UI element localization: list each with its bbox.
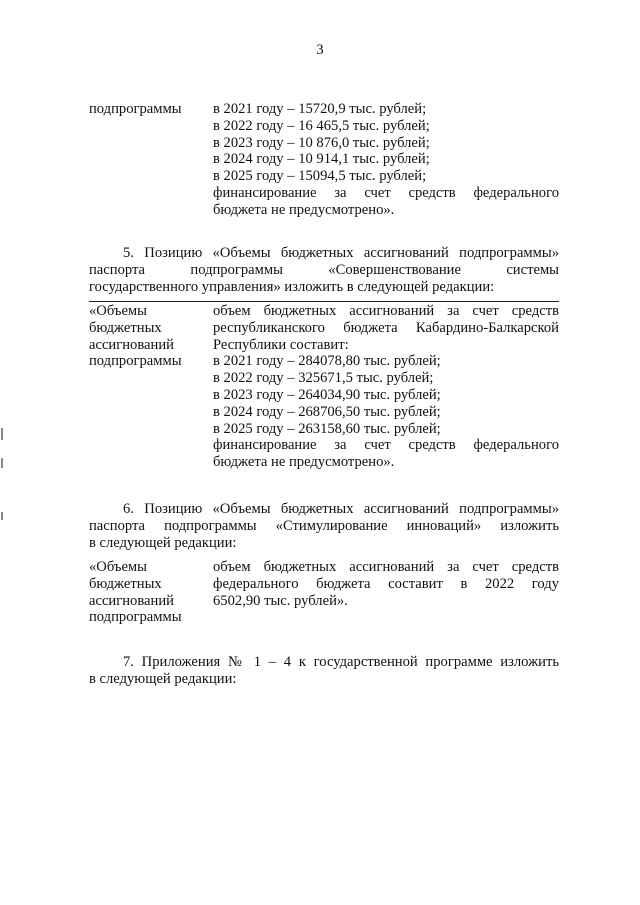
right-cell-line: федерального бюджета составит в 2022 году: [213, 575, 559, 592]
paragraph-7: [89, 654, 559, 688]
right-cell-line: бюджета не предусмотрено».: [213, 454, 395, 471]
left-cell-line: «Объемы: [89, 303, 147, 319]
paragraph-line: 7. Приложения № 1 – 4 к государственной программе изложить: [123, 654, 559, 670]
paragraph-line: паспорта подпрограммы «Стимулирование инноваций» изложить: [89, 517, 559, 534]
left-cell-line: подпрограммы: [89, 353, 182, 370]
table-left-cell: [89, 559, 207, 626]
right-cell-line: финансирование за счет средств федерального: [213, 437, 559, 454]
left-cell-line: бюджетных: [89, 575, 162, 592]
paragraph-line: паспорта подпрограммы «Совершенствование системы: [89, 261, 559, 278]
table-right-cell: [213, 559, 559, 609]
table-right-cell: [213, 303, 559, 471]
left-cell-line: ассигнований: [89, 336, 174, 353]
paragraph-5: [89, 245, 559, 295]
right-cell-line: в 2024 году – 10 914,1 тыс. рублей;: [213, 151, 430, 168]
scan-edge-mark: [1, 458, 3, 468]
right-cell-line: в 2025 году – 15094,5 тыс. рублей;: [213, 168, 427, 185]
scan-edge-mark: [1, 512, 3, 520]
right-cell-line: в 2023 году – 10 876,0 тыс. рублей;: [213, 134, 430, 151]
right-cell-line: 6502,90 тыс. рублей».: [213, 592, 348, 609]
page-number: 3: [316, 42, 324, 58]
right-cell-line: бюджета не предусмотрено».: [213, 201, 395, 218]
left-cell-line: бюджетных: [89, 319, 162, 336]
financing-table-republican: [89, 301, 559, 471]
left-cell-line: подпрограммы: [89, 101, 182, 117]
right-cell-line: в 2022 году – 325671,5 тыс. рублей;: [213, 370, 434, 387]
paragraph-line: 5. Позицию «Объемы бюджетных ассигнований подпрограммы»: [123, 245, 559, 261]
right-cell-line: республиканского бюджета Кабардино-Балкарской: [213, 319, 559, 336]
right-cell-line: в 2022 году – 16 465,5 тыс. рублей;: [213, 117, 430, 134]
paragraph-line: государственного управления» изложить в следующей редакции:: [89, 278, 495, 295]
paragraph-line: 6. Позицию «Объемы бюджетных ассигнований подпрограммы»: [123, 501, 559, 517]
scan-edge-mark: [1, 428, 3, 440]
right-cell-line: объем бюджетных ассигнований за счет средств: [213, 559, 559, 575]
right-cell-line: в 2025 году – 263158,60 тыс. рублей;: [213, 420, 441, 437]
left-cell-line: ассигнований: [89, 592, 174, 609]
right-cell-line: в 2023 году – 264034,90 тыс. рублей;: [213, 386, 441, 403]
right-cell-line: финансирование за счет средств федерального: [213, 184, 559, 201]
table-left-cell: [89, 303, 207, 370]
paragraph-6: [89, 501, 559, 551]
right-cell-line: в 2024 году – 268706,50 тыс. рублей;: [213, 403, 441, 420]
left-cell-line: подпрограммы: [89, 609, 182, 626]
left-cell-line: «Объемы: [89, 559, 147, 575]
right-cell-line: Республики составит:: [213, 336, 349, 353]
right-cell-line: объем бюджетных ассигнований за счет средств: [213, 303, 559, 319]
right-cell-line: в 2021 году – 15720,9 тыс. рублей;: [213, 101, 427, 117]
right-cell-line: в 2021 году – 284078,80 тыс. рублей;: [213, 353, 441, 370]
table-left-cell: [89, 101, 207, 118]
table-right-cell: [213, 101, 559, 219]
paragraph-line: в следующей редакции:: [89, 670, 237, 687]
paragraph-line: в следующей редакции:: [89, 534, 237, 551]
